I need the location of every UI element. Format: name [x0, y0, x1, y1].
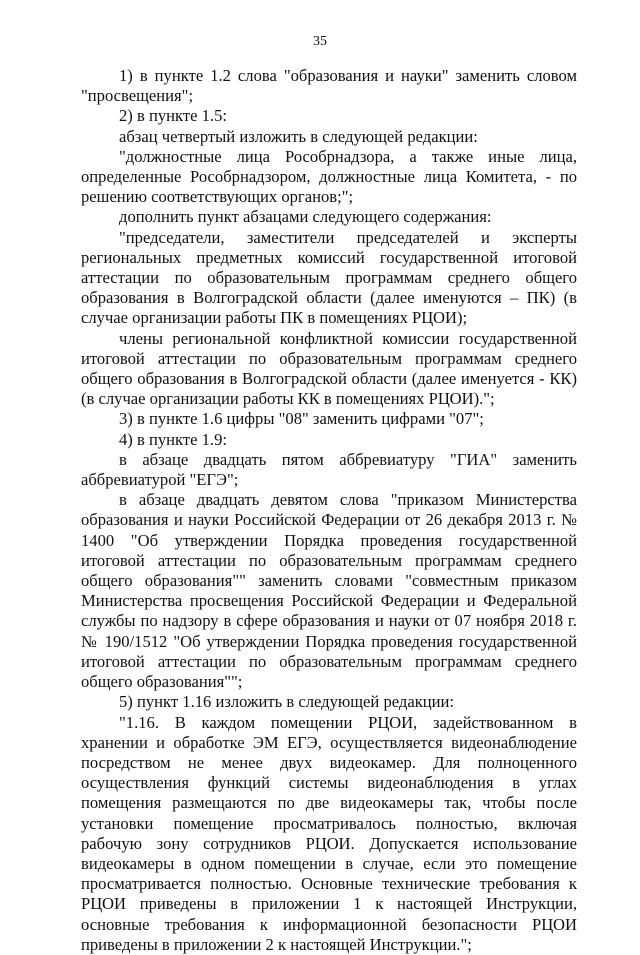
- document-body: [81, 66, 577, 955]
- paragraph-item-1-16: 5) пункт 1.16 изложить в следующей редакции:: [119, 692, 455, 712]
- paragraph-add-abzacs: дополнить пункт абзацами следующего содержания:: [119, 207, 492, 227]
- paragraph-quote-officials: "должностные лица Рособрнадзора, а также иные лица, определенные Рособрнадзором, должностные лица Комитета, - по решению соответствующих органов;";: [81, 146, 577, 207]
- paragraph-item-1-6: 3) в пункте 1.6 цифры "08" заменить цифрами "07";: [119, 409, 484, 429]
- paragraph-quote-1-16: "1.16. В каждом помещении РЦОИ, задействованном в хранении и обработке ЭМ ЕГЭ, осуществляется видеонаблюдение посредством не менее двух видеокамер. Для полноценного осуществления функций системы видеонаблюдения в углах помещения размещаются по две видеокамеры так, чтобы после установки помещение просматривалось полностью, включая рабочую зону сотрудников РЦОИ. Допускается использование видеокамеры в одном помещении в случае, если это помещение просматривается полностью. Основные технические требования к РЦОИ приведены в приложении 1 к настоящей Инструкции, основные требования к информационной безопасности РЦОИ приведены в приложении 2 к настоящей Инструкции.";: [81, 712, 577, 954]
- paragraph-item-1-9: 4) в пункте 1.9:: [119, 429, 227, 449]
- paragraph-abzac-29: в абзаце двадцать девятом слова "приказом Министерства образования и науки Российской Федерации от 26 декабря 2013 г. № 1400 "Об утверждении Порядка проведения государственной итоговой аттестации по образовательным программам среднего общего образования"" заменить словами "совместным приказом Министерства просвещения Российской Федерации и Федеральной службы по надзору в сфере образования и науки от 07 ноября 2018 г. № 190/1512 "Об утверждении Порядка проведения государственной итоговой аттестации по образовательным программам среднего общего образования"";: [81, 490, 577, 692]
- paragraph-item-1-5: 2) в пункте 1.5:: [119, 106, 227, 126]
- paragraph-item-1-2: 1) в пункте 1.2 слова "образования и науки" заменить словом "просвещения";: [81, 66, 577, 106]
- page-number: 35: [313, 34, 327, 49]
- paragraph-abzac-25: в абзаце двадцать пятом аббревиатуру "ГИА" заменить аббревиатурой "ЕГЭ";: [81, 449, 577, 490]
- paragraph-kk: члены региональной конфликтной комиссии государственной итоговой аттестации по образовательным программам среднего общего образования в Волгоградской области (далее именуется - КК) (в случае организации работы КК в помещениях РЦОИ).";: [81, 328, 577, 409]
- paragraph-quote-pk: "председатели, заместители председателей и эксперты региональных предметных комиссий государственной итоговой аттестации по образовательным программам среднего общего образования в Волгоградской области (далее именуются – ПК) (в случае организации работы ПК в помещениях РЦОИ);: [81, 227, 577, 328]
- paragraph-abzac-4: абзац четвертый изложить в следующей редакции:: [119, 126, 478, 146]
